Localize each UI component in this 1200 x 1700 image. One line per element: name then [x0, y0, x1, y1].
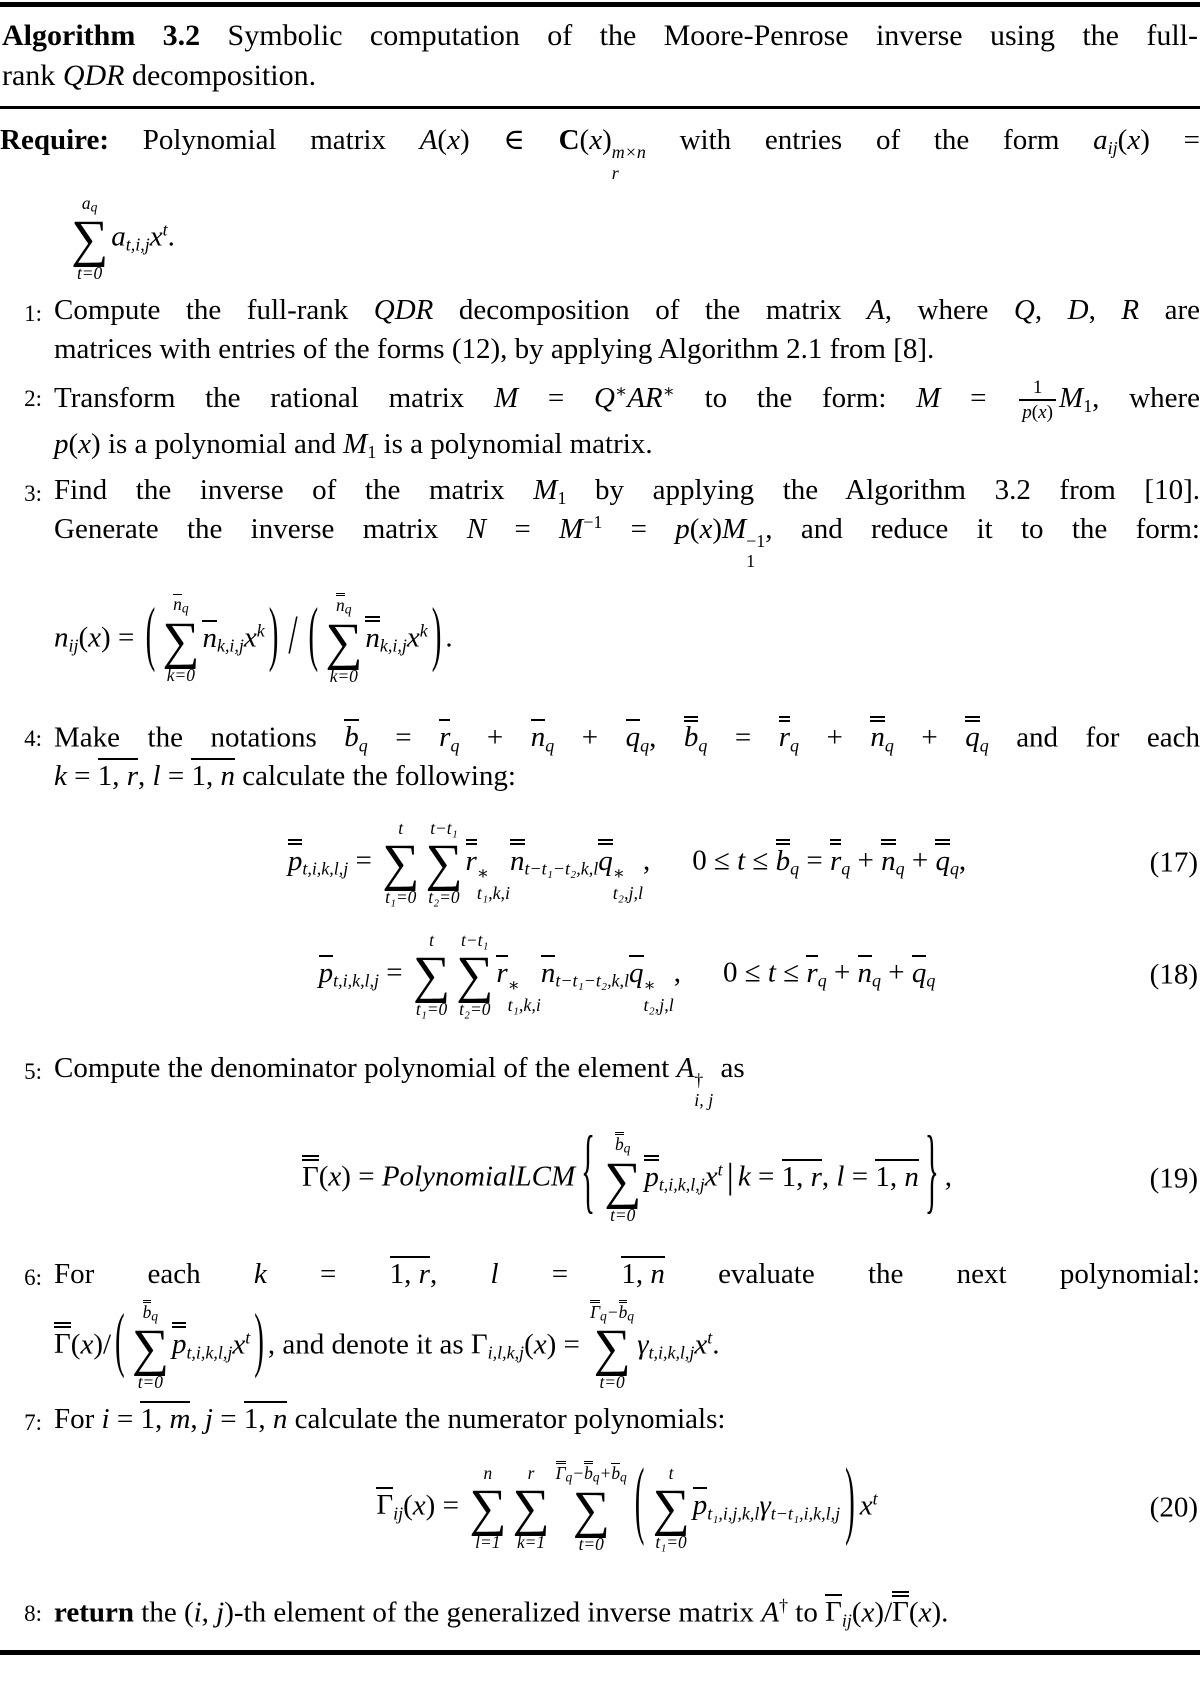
- big-paren-left: (: [145, 594, 156, 675]
- overline: p: [318, 956, 334, 989]
- sup-sub-stack: m×n r: [611, 142, 646, 183]
- sup-sub-stack: † i, j: [694, 1069, 714, 1110]
- double-overline: n: [336, 595, 345, 616]
- step-6: [0, 1255, 1200, 1393]
- double-overline: Γ: [892, 1591, 909, 1628]
- lower-limit: t=0: [76, 263, 103, 284]
- title-line-2: rank QDR decomposition.: [2, 59, 317, 93]
- step-number: 8:: [24, 1600, 42, 1626]
- big-paren-left: (: [115, 1300, 125, 1381]
- big-paren-right: ): [845, 1452, 855, 1549]
- overline-range: 1, m: [140, 1403, 191, 1436]
- equation-number: (19): [1149, 1162, 1198, 1195]
- overline: n: [173, 594, 182, 615]
- fraction: $\frac{1}{p(x)}$: [1019, 376, 1056, 425]
- step-number: 7:: [24, 1410, 42, 1436]
- algorithm-title: [0, 7, 1200, 106]
- overline: Γ: [376, 1489, 394, 1522]
- summation: t−t₁ ∑ t₂=0: [456, 930, 494, 1019]
- step-1-line-2: matrices with entries of the forms (12), by applying Algorithm 2.1 from [8].: [54, 333, 935, 366]
- overline: Γ: [825, 1596, 842, 1629]
- equation-17: pt,i,k,l,j = t ∑ t₁=0 t−t₁ ∑ t₂=0 r ∗ t₁,k,i nt−t₁−t₂,k,lq ∗ t₂,j,l , 0 ≤ t ≤ bq = rq + nq + qq, (17): [287, 818, 1198, 908]
- title-separator-rule: [0, 106, 1200, 109]
- step-7: [0, 1400, 1200, 1576]
- step-4-line-1: Make the notations bq = rq + nq + qq, bq = rq + nq + qq and for each: [54, 716, 1200, 758]
- qdr-term: QDR: [62, 59, 125, 93]
- step-number: 5:: [24, 1058, 42, 1084]
- title-line-1: Algorithm 3.2 Symbolic computation of the Moore-Penrose inverse using the full-: [2, 19, 1198, 52]
- algorithm-label: Algorithm 3.2: [2, 19, 201, 52]
- equation-nij: nij(x) = ( nq ∑ k=0 $nk,i,jx^k$ ) / ( nq ∑ k=0 $nk,i,jx^k$ ) .: [54, 593, 1200, 687]
- overline-range: 1, n: [243, 1403, 288, 1436]
- step-3-line-2: Generate the inverse matrix $N = M^{-1} = p(x)M$ −1 1 , and reduce it to the form:: [54, 512, 1200, 572]
- equation-number: (20): [1149, 1491, 1198, 1524]
- summation: t ∑ t₁=0: [652, 1462, 690, 1552]
- step-2-line-2: p(x) is a polynomial and M1 is a polynomial matrix.: [54, 427, 653, 462]
- sup-sub-stack: −1 1: [746, 530, 766, 572]
- overline-range: 1, r: [389, 1257, 430, 1290]
- big-paren-left: (: [634, 1452, 645, 1549]
- overline-range: 1, r: [97, 760, 139, 793]
- sup-sub-stack: ∗ t₂,j,l: [612, 862, 643, 903]
- require-label: Require:: [0, 124, 110, 157]
- summation: t ∑ t₁=0: [412, 930, 451, 1019]
- overline: n: [202, 621, 217, 654]
- big-paren-right: ): [268, 594, 279, 675]
- overline: b: [344, 721, 359, 754]
- step-number: 3:: [24, 480, 42, 506]
- summation: Γq−bq ∑ t=0: [590, 1301, 635, 1393]
- step-2-line-1: Transform the rational matrix M = Q∗AR∗ to the form: M = $\frac{1}{p(x)}$ M1, where: [54, 376, 1200, 424]
- summation: bq ∑ t=0: [604, 1134, 642, 1225]
- summation: t−t₁ ∑ t₂=0: [425, 818, 463, 908]
- step-7-line-1: For i = 1, m, j = 1, n calculate the numerator polynomials:: [54, 1403, 726, 1436]
- big-paren-right: ): [254, 1300, 264, 1381]
- step-number: 6:: [24, 1264, 42, 1290]
- big-brace-left: {: [581, 1118, 596, 1224]
- double-overline: b: [684, 716, 699, 753]
- step-8-line-1: return the (i, j)-th element of the generalized inverse matrix A† to Γij(x)/Γ(x).: [54, 1591, 1200, 1633]
- step-3: [0, 471, 1200, 709]
- summation: [71, 193, 108, 285]
- equation-number: (18): [1149, 958, 1198, 991]
- summation: nq ∑ k=0: [325, 595, 363, 686]
- upper-limit: aq: [81, 192, 98, 215]
- step-number: 2:: [24, 385, 42, 411]
- summation: nq ∑ k=0: [162, 594, 200, 685]
- summation: r ∑ k=1: [512, 1462, 550, 1552]
- step-4-line-2: k = 1, r, l = 1, n calculate the following:: [54, 760, 516, 793]
- sup-sub-stack: ∗ t₁,k,i: [507, 974, 541, 1015]
- summation: Γq−bq+bq ∑ t=0: [555, 1463, 627, 1554]
- big-paren-left: (: [308, 594, 319, 675]
- step-1: [0, 291, 1200, 369]
- equation-20: Γij(x) = n ∑ l=1 r ∑ k=1 Γq−bq+bq ∑ t=0 ( t ∑ t₁=0 pt₁,i,j,k,lγt−t₁,i,k,l,j ) $x^t$ (20): [54, 1461, 1200, 1555]
- summation: n ∑ l=1: [469, 1462, 507, 1552]
- require-block: [0, 121, 1200, 284]
- big-paren-right: ): [431, 594, 442, 675]
- summation: bq ∑ t=0: [131, 1301, 169, 1393]
- equation-19: Γ(x) = PolynomialLCM { bq ∑ t=0 $pt,i,k,l,jx^t$ | k = 1, r, l = 1, n } , (19): [54, 1132, 1200, 1226]
- vertical-bar: |: [726, 1156, 734, 1197]
- overline-range: 1, n: [621, 1257, 665, 1290]
- double-overline: p: [288, 839, 303, 876]
- step-number: 4:: [24, 725, 42, 751]
- step-5: [0, 1049, 1200, 1248]
- overline-range: 1, n: [191, 760, 235, 793]
- step-5-line-1: Compute the denominator polynomial of the element A † i, j as: [54, 1051, 745, 1110]
- step-4: [0, 716, 1200, 1042]
- double-overline: Γ: [54, 1322, 71, 1359]
- require-line: Require: Polynomial matrix A(x) ∈ C(x) m×n r with entries of the form aij(x) =: [0, 124, 1200, 183]
- polynomial-lcm: PolynomialLCM: [381, 1160, 576, 1193]
- sup-sub-stack: ∗ t₂,j,l: [643, 974, 674, 1015]
- step-2: [0, 376, 1200, 464]
- bottom-rule: [0, 1650, 1200, 1655]
- return-keyword: return: [54, 1596, 135, 1629]
- overline-range: 1, n: [875, 1160, 919, 1193]
- overline-range: 1, r: [781, 1160, 822, 1193]
- big-slash: /: [288, 605, 299, 666]
- big-brace-right: }: [924, 1118, 939, 1224]
- step-1-line-1: Compute the full-rank QDR decomposition of the matrix A, where Q, D, R are: [54, 294, 1200, 327]
- sigma: ∑: [71, 210, 109, 269]
- step-3-line-1: Find the inverse of the matrix M1 by applying the Algorithm 3.2 from [10].: [54, 473, 1200, 508]
- double-overline: Γ: [302, 1155, 319, 1192]
- equation-number: (17): [1149, 846, 1198, 879]
- double-overline: n: [365, 616, 380, 653]
- sup-sub-stack: ∗ t₁,k,i: [476, 862, 511, 903]
- step-number: 1:: [24, 301, 42, 327]
- step-8: [0, 1591, 1200, 1633]
- step-6-line-1: For each k = 1, r, l = 1, n evaluate the next polynomial:: [54, 1257, 1200, 1290]
- step-6-math-line: Γ(x)/ ( bq ∑ t=0 $pt,i,k,l,jx^t$ ) , and denote it as Γi,l,k,j(x) = Γq−bq ∑ t=0 $\gamma t,i,k,l,jx^t$.: [54, 1300, 1200, 1394]
- require-sum-line: aq ∑ t=0 $at,i,jx^t$.: [71, 192, 175, 284]
- equation-18: pt,i,k,l,j = t ∑ t₁=0 t−t₁ ∑ t₂=0 r ∗ t₁,k,i nt−t₁−t₂,k,lq ∗ t₂,j,l , 0 ≤ t ≤ rq + nq + qq (18): [318, 930, 1198, 1019]
- summation: t ∑ t₁=0: [382, 818, 420, 908]
